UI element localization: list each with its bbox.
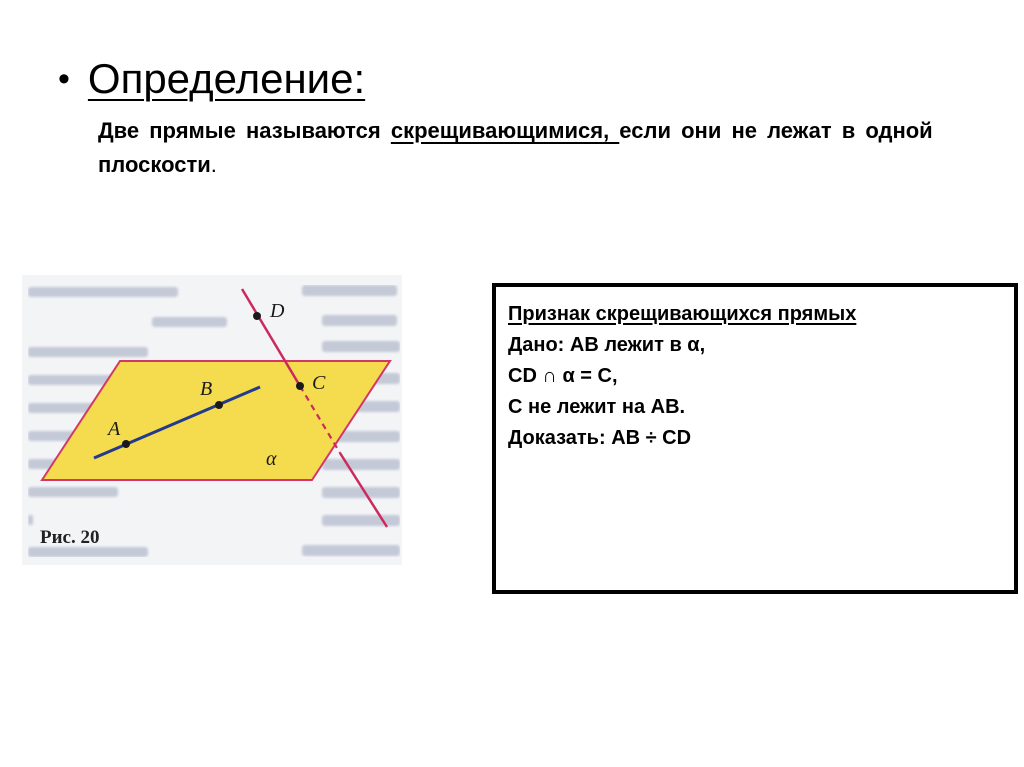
theorem-box: [492, 283, 1018, 594]
label-alpha: α: [266, 448, 277, 470]
faded-line: [322, 487, 400, 498]
faded-line: [152, 317, 227, 327]
definition-term: скрещивающимися,: [390, 118, 620, 143]
faded-line: [322, 315, 397, 326]
faded-line: [28, 347, 148, 357]
theorem-given: Дано: АВ лежит в α,: [508, 334, 706, 356]
slide-title: [58, 55, 366, 102]
bullet: •: [58, 60, 70, 98]
faded-line: [322, 341, 400, 352]
theorem-intersection: CD ∩ α = С,: [508, 365, 618, 387]
point-b: [215, 401, 223, 409]
faded-line: [28, 287, 178, 297]
faded-line: [28, 515, 33, 525]
label-d: D: [270, 300, 285, 322]
faded-line: [302, 285, 397, 296]
definition-end: .: [210, 152, 217, 177]
point-a: [122, 440, 130, 448]
page-title: Определение:: [87, 55, 366, 102]
theorem-condition: С не лежит на АВ.: [508, 396, 686, 418]
figure-caption: Рис. 20: [40, 527, 100, 548]
definition-before: Две прямые называются: [98, 118, 391, 143]
faded-line: [28, 487, 118, 497]
label-c: C: [312, 372, 326, 394]
label-a: A: [108, 418, 121, 440]
point-c: [296, 382, 304, 390]
faded-line: [302, 545, 400, 556]
skew-lines-figure: [22, 275, 402, 565]
faded-line: [28, 547, 148, 557]
label-b: B: [200, 378, 213, 400]
theorem-heading: Признак скрещивающихся прямых: [508, 303, 857, 325]
point-d: [253, 312, 261, 320]
faded-line: [322, 459, 400, 470]
definition-after: если они не лежат в одной плоскости: [98, 118, 933, 177]
theorem-prove: Доказать: АВ ÷ CD: [508, 427, 692, 449]
definition-text: [98, 114, 964, 182]
faded-line: [322, 515, 400, 526]
